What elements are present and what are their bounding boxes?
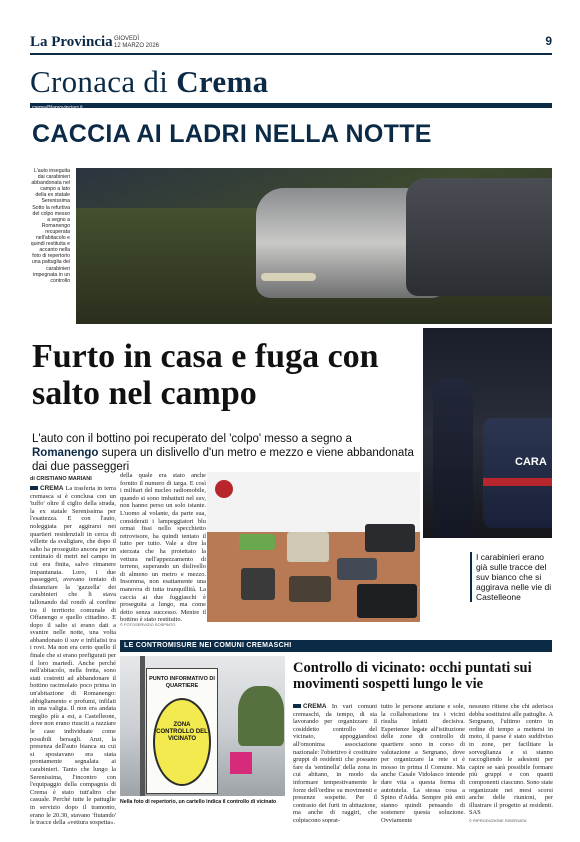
photo-police-car-text: CARA — [515, 456, 547, 468]
photo-pink-object — [230, 752, 252, 774]
photo-headlights — [261, 273, 316, 281]
main-headline: Furto in casa e fuga con salto nel campo — [32, 338, 379, 412]
photo-officer — [433, 378, 473, 538]
byline: di CRISTIANO MARIANI — [30, 476, 92, 482]
article-column-1-text: La trasferta in terra cremasca si è conclusa con un 'tuffo' oltre il ciglio della strada, la ex statale Serenissima per l'esattezza. E con l'auto, noleggiata per aggirarsi nei quartieri residenziali in cerca di villette da svaligiare, che dopo il salto ha proseguito ancora per un centinaio di metri nel campo in cui era finita, salvo rimanere impantanata. Loro, i due passeggeri, avevano tentato di distanziare la 'gazzella' dei carabinieri che li stava tallonando dal rondò al confine tra il territorio comunale di Offanengo e quello cittadino. E dopo il salto si erano dati a svanire nelle notte, una volta abbandonato il suv e infilatisi tra i rovi. Ma non era certo quello il finale che si erano prefigurati per il loro martedì. Anche perché nell'abitacolo, nella fretta, sono stati costretti ad abbandonare il bottino racimolato poco prima in un'abitazione di Romanengo: abbigliamento e profumi, infilati in una valigia. Il non era andata meglio più a est, a Castelleone, dove non erano riusciti a razziare le case individuate come possibili bersagli. Anzi, la presenza dell'auto bianca su cui si spostavano era stata prontamente segnalata ai carabinieri. Tanto che lungo la Serenissima, l'incontro con l'equipaggio della compagnia di Crema è stato tutt'altro che casuale. Perché tutte le pattuglie in servizio dopo il tramonto, erano le 20.30, stavano 'fiutando' le tracce della «vettura sospetta». — [30, 485, 116, 827]
item-box — [289, 576, 331, 602]
sidebar-label: LE CONTROMISURE NEI COMUNI CREMASCHI — [124, 642, 292, 649]
box-dateline: CREMA — [303, 703, 327, 710]
item-jacket — [357, 584, 417, 618]
item-clothes — [287, 532, 329, 562]
sign-photo-caption: Nella foto di repertorio, un cartello indica il controllo di vicinato — [120, 799, 277, 805]
photo-police-stripe — [483, 478, 552, 486]
box-column-2: tutto le persone anziane e sole, la collaborazione tra i vicini risulta infatti decisiva. Esperienze legate all'istituzione delle zone di controllo di quartiere sono in corso di valutazione a Sergnano, dove per organizzare la rete si è mosso in prima il Comune. Ma anche Casale Vidolasco intende dare vita a questa forma di autotutela. La stessa cosa a Spino d'Adda. Sempre più enti stanno quindi pensando di sostenere questa soluzione. Ovviamente — [381, 703, 465, 823]
subhead-place: Romanengo — [32, 447, 99, 459]
newspaper-name: La Provincia — [30, 34, 113, 50]
article-column-2: della quale era stato anche fornito il numero di targa. E così i militari del nucleo radiomobile, quando si sono imbattuti nel suv, non hanno perso un solo istante. L'uomo al volante, da parte sua, considerati i lampeggiatori blu ormai fissi nello specchietto retrovisore, ha quindi tentato il tutto per tutto. Vale a dire la sterzata che ha proiettato la vettura nell'appezzamento di terreno, superando un dislivello di almeno un metro e mezzo. Insomma, non esattamente una manovra di tutta tranquillità. La caccia ai due fuggiaschi è proseguita a lungo, ma come detto senza successo. Mentre il bottino è stato restituito. — [120, 472, 206, 624]
photo-carabinieri-patrol — [423, 328, 552, 538]
photo-abandoned-car — [76, 168, 552, 324]
box-column-1 — [293, 703, 377, 823]
photo-credit: © FOTOSERVIZIO SOSPINTO — [120, 622, 176, 627]
section-title — [30, 64, 268, 100]
photo-tree — [238, 686, 284, 746]
article-column-1 — [30, 485, 116, 837]
item-suitcase — [365, 524, 415, 552]
photo-wall — [207, 472, 420, 532]
box-headline: Controllo di vicinato: occhi puntati sui movimenti sospetti lungo le vie — [293, 660, 532, 692]
section-city: Crema — [176, 64, 269, 99]
section-rule — [30, 103, 552, 108]
lead-square-icon — [30, 486, 38, 490]
photo-dark-car — [406, 178, 552, 296]
subhead-part-a: L'auto con il bottino poi recuperato del 'colpo' messo a segno a — [32, 433, 352, 445]
section-prefix: Cronaca di — [30, 64, 169, 99]
page-number: 9 — [545, 34, 552, 48]
dateline: CREMA — [40, 485, 64, 492]
photo-stolen-goods — [207, 472, 420, 622]
header-rule — [30, 53, 552, 55]
item-green-bag — [239, 534, 275, 550]
top-photo-caption: L'auto inseguita dai carabinieri abbandonata nel campo a lato della ex statale Serenissima Sotto la refurtiva del colpo messo a segno a Romanengo recuperata nell'abitacolo e quindi restituita e accanto nella foto di repertorio una pattuglia dei carabinieri impegnata in un controllo — [30, 168, 70, 284]
carabinieri-logo-icon — [215, 480, 233, 498]
item-perfumes — [337, 558, 377, 580]
box-credit: © RIPRODUZIONE RISERVATA — [469, 818, 527, 823]
sign-title: PUNTO INFORMATIVO DI QUARTIERE — [149, 676, 215, 689]
subhead-part-b: supera un dislivello d'un metro e mezzo e viene abbandonata dai due passeggeri — [32, 447, 414, 473]
lead-square-icon — [293, 704, 301, 708]
box-column-3: nessuno ritiene che chi aderisca debba sostituirsi alle pattuglie. A Sergnano, l'ultimo centro in ordine di tempo a mettersi in moto, il paese è stato suddiviso in zone, per facilitare la sorveglianza e si stanno raccogliendo le adesioni per capire se sarà possibile formare più gruppi e con quanti componenti ciascuno. Sono state organizzate nei mesi scorsi anche delle riunioni, per illustrare il progetto ai residenti. SAS — [469, 703, 553, 815]
kicker-headline: CACCIA AI LADRI NELLA NOTTE — [32, 120, 432, 148]
photo-neighborhood-sign — [120, 656, 285, 796]
side-photo-caption: I carabinieri erano già sulle tracce del suv bianco che si aggirava nelle vie di Castelleone — [470, 552, 552, 602]
photo-police-car — [483, 418, 552, 528]
section-email[interactable]: crema@laprovinciacr.it — [32, 105, 83, 111]
main-subhead — [32, 432, 420, 474]
sign-circle-text: ZONA CONTROLLO DEL VICINATO — [156, 722, 208, 742]
issue-date — [114, 36, 159, 50]
item-bag — [241, 568, 275, 600]
box-column-1-text: In vari comuni cremaschi, da tempo, di sta lavorando per organizzare il cosiddetto controllo del vicinato, appoggiandosi all'omonima associazione nazionale: l'obiettivo è costituire gruppi di residenti che possano fare da 'sentinella' della zona in cui abitano, in modo da informare tempestivamente le forze dell'ordine su movimenti e presenze sospette. Per il contrasto dei furti in abitazione, ma anche di raggiri, che colpiscono soprat- — [293, 703, 377, 823]
sign-post — [140, 656, 145, 796]
issue-day: 12 MARZO 2026 — [114, 43, 160, 49]
issue-weekday: GIOVEDÌ — [114, 36, 140, 42]
